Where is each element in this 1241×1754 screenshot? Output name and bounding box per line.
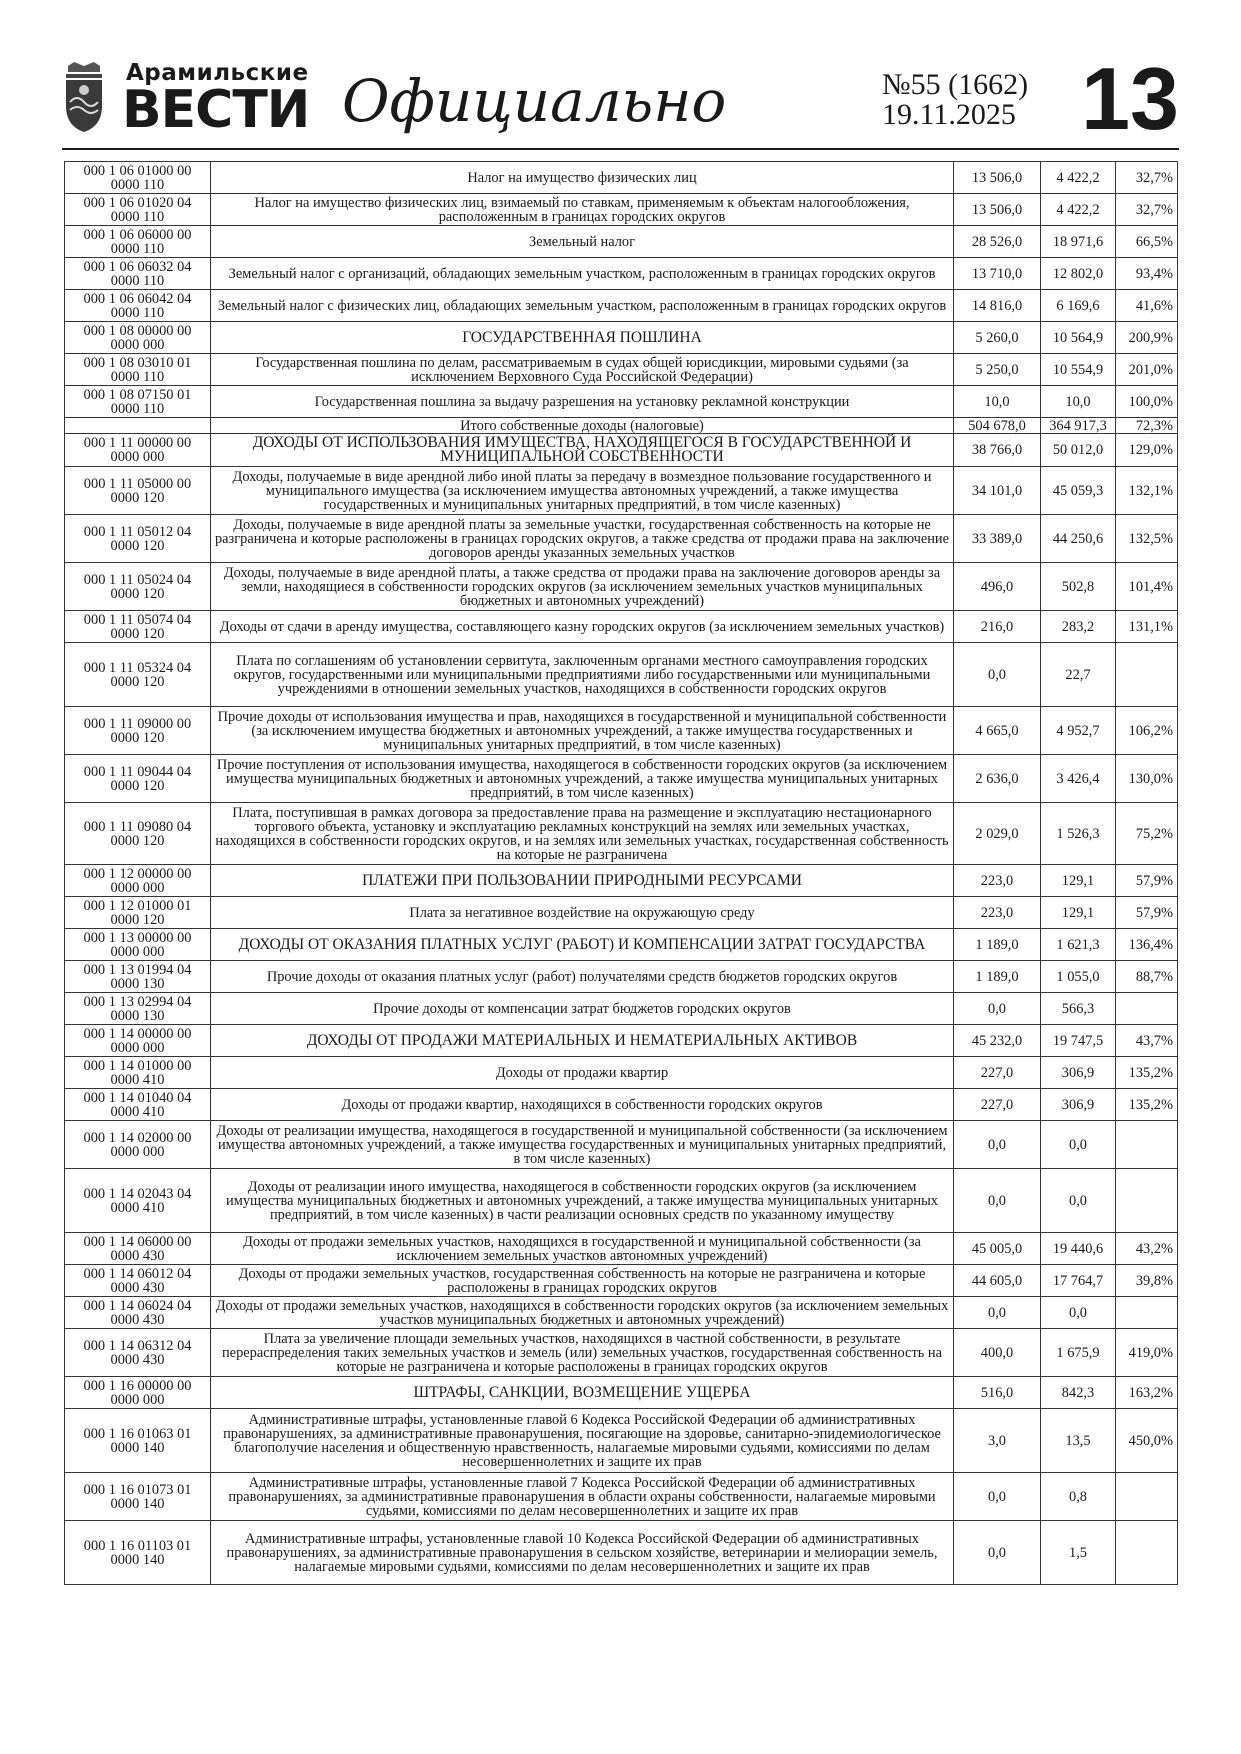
cell-plan: 2 636,0 (954, 755, 1041, 803)
cell-percent: 132,5% (1116, 515, 1178, 563)
cell-code: 000 1 06 06032 04 0000 110 (65, 258, 211, 290)
cell-plan: 3,0 (954, 1409, 1041, 1473)
section-title: Официально (342, 67, 727, 135)
cell-plan: 0,0 (954, 1521, 1041, 1585)
cell-percent: 43,7% (1116, 1025, 1178, 1057)
table-row (65, 993, 1178, 1025)
table-row (65, 611, 1178, 643)
cell-plan: 504 678,0 (954, 418, 1041, 434)
cell-plan: 496,0 (954, 563, 1041, 611)
cell-plan: 0,0 (954, 1169, 1041, 1233)
cell-fact: 10,0 (1041, 386, 1116, 418)
cell-name: Доходы, получаемые в виде арендной либо иной платы за передачу в возмездное пользование государственного и муниципального имущества (за исключением имущества автономных учреждений, а также имущества государственных и муниципальных унитарных предприятий, в том числе казенных) (211, 467, 954, 515)
cell-name: Земельный налог с физических лиц, обладающих земельным участком, расположенным в границах городских округов (211, 290, 954, 322)
cell-name: ДОХОДЫ ОТ ИСПОЛЬЗОВАНИЯ ИМУЩЕСТВА, НАХОДЯЩЕГОСЯ В ГОСУДАРСТВЕННОЙ И МУНИЦИПАЛЬНОЙ СОБСТВЕННОСТИ (211, 434, 954, 467)
cell-name: Административные штрафы, установленные главой 6 Кодекса Российской Федерации об административных правонарушениях, за административные правонарушения, посягающие на здоровье, санитарно-эпидемиологическое благополучие населения и общественную нравственность, налагаемые мировыми судьями, комиссиями по делам несовершеннолетних и защите их прав (211, 1409, 954, 1473)
cell-percent: 72,3% (1116, 418, 1178, 434)
table-row (65, 961, 1178, 993)
cell-plan: 227,0 (954, 1057, 1041, 1089)
cell-fact: 10 554,9 (1041, 354, 1116, 386)
cell-plan: 400,0 (954, 1329, 1041, 1377)
cell-name: Доходы от реализации иного имущества, находящегося в собственности городских округов (за исключением имущества муниципальных бюджетных и автономных учреждений, а также имущества муниципальных унитарных предприятий, в том числе казенных) в части реализации основных средств по указанному имуществу (211, 1169, 954, 1233)
cell-percent: 32,7% (1116, 162, 1178, 194)
cell-name: ДОХОДЫ ОТ ПРОДАЖИ МАТЕРИАЛЬНЫХ И НЕМАТЕРИАЛЬНЫХ АКТИВОВ (211, 1025, 954, 1057)
table-row (65, 643, 1178, 707)
table-row (65, 1057, 1178, 1089)
table-row (65, 226, 1178, 258)
cell-percent (1116, 643, 1178, 707)
cell-fact: 4 952,7 (1041, 707, 1116, 755)
cell-code: 000 1 06 01000 00 0000 110 (65, 162, 211, 194)
cell-plan: 5 260,0 (954, 322, 1041, 354)
cell-name: Доходы от продажи земельных участков, находящихся в государственной и муниципальной собственности (за исключением земельных участков автономных учреждений) (211, 1233, 954, 1265)
cell-fact: 4 422,2 (1041, 162, 1116, 194)
cell-code: 000 1 11 09080 04 0000 120 (65, 803, 211, 865)
cell-code: 000 1 11 09044 04 0000 120 (65, 755, 211, 803)
cell-plan: 13 506,0 (954, 162, 1041, 194)
cell-percent: 93,4% (1116, 258, 1178, 290)
cell-code: 000 1 11 05024 04 0000 120 (65, 563, 211, 611)
cell-fact: 18 971,6 (1041, 226, 1116, 258)
cell-plan: 1 189,0 (954, 961, 1041, 993)
cell-name: Государственная пошлина по делам, рассматриваемым в судах общей юрисдикции, мировыми судьями (за исключением Верховного Суда Российской Федерации) (211, 354, 954, 386)
revenue-table (64, 161, 1178, 1585)
cell-name: Доходы от реализации имущества, находящегося в государственной и муниципальной собственности (за исключением имущества автономных учреждений, а также имущества государственных и муниципальных унитарных предприятий, в том числе казенных) (211, 1121, 954, 1169)
cell-percent (1116, 1521, 1178, 1585)
table-row (65, 707, 1178, 755)
cell-code: 000 1 12 01000 01 0000 120 (65, 897, 211, 929)
cell-name: Доходы от сдачи в аренду имущества, составляющего казну городских округов (за исключением земельных участков) (211, 611, 954, 643)
cell-plan: 227,0 (954, 1089, 1041, 1121)
cell-fact: 1 055,0 (1041, 961, 1116, 993)
cell-fact: 13,5 (1041, 1409, 1116, 1473)
cell-percent: 43,2% (1116, 1233, 1178, 1265)
table-row (65, 1409, 1178, 1473)
cell-plan: 13 710,0 (954, 258, 1041, 290)
cell-fact: 0,0 (1041, 1297, 1116, 1329)
cell-code: 000 1 08 03010 01 0000 110 (65, 354, 211, 386)
table-row (65, 1025, 1178, 1057)
cell-percent: 32,7% (1116, 194, 1178, 226)
cell-percent: 136,4% (1116, 929, 1178, 961)
cell-name: Доходы от продажи квартир, находящихся в собственности городских округов (211, 1089, 954, 1121)
cell-code: 000 1 06 06000 00 0000 110 (65, 226, 211, 258)
header-divider (62, 148, 1179, 150)
table-row (65, 1329, 1178, 1377)
cell-fact: 129,1 (1041, 865, 1116, 897)
table-row (65, 1089, 1178, 1121)
cell-plan: 516,0 (954, 1377, 1041, 1409)
cell-code: 000 1 14 06024 04 0000 430 (65, 1297, 211, 1329)
cell-percent: 39,8% (1116, 1265, 1178, 1297)
cell-code: 000 1 12 00000 00 0000 000 (65, 865, 211, 897)
cell-percent: 57,9% (1116, 865, 1178, 897)
cell-percent: 100,0% (1116, 386, 1178, 418)
cell-plan: 2 029,0 (954, 803, 1041, 865)
cell-fact: 45 059,3 (1041, 467, 1116, 515)
cell-fact: 17 764,7 (1041, 1265, 1116, 1297)
cell-plan: 5 250,0 (954, 354, 1041, 386)
cell-plan: 10,0 (954, 386, 1041, 418)
cell-name: Прочие поступления от использования имущества, находящегося в собственности городских округов (за исключением имущества муниципальных бюджетных и автономных учреждений, а также имущества муниципальных унитарных предприятий, в том числе казенных) (211, 755, 954, 803)
cell-code: 000 1 11 05000 00 0000 120 (65, 467, 211, 515)
cell-name: Прочие доходы от компенсации затрат бюджетов городских округов (211, 993, 954, 1025)
cell-fact: 19 440,6 (1041, 1233, 1116, 1265)
cell-name: Государственная пошлина за выдачу разрешения на установку рекламной конструкции (211, 386, 954, 418)
cell-code: 000 1 11 05324 04 0000 120 (65, 643, 211, 707)
table-row (65, 194, 1178, 226)
cell-plan: 1 189,0 (954, 929, 1041, 961)
page-header (62, 49, 1179, 148)
cell-fact: 1,5 (1041, 1521, 1116, 1585)
cell-fact: 22,7 (1041, 643, 1116, 707)
cell-code: 000 1 16 01103 01 0000 140 (65, 1521, 211, 1585)
cell-code: 000 1 14 00000 00 0000 000 (65, 1025, 211, 1057)
cell-name: Земельный налог (211, 226, 954, 258)
table-row (65, 1169, 1178, 1233)
cell-fact: 306,9 (1041, 1057, 1116, 1089)
issue-date: 19.11.2025 (882, 98, 1016, 131)
cell-plan: 0,0 (954, 1473, 1041, 1521)
cell-name: Налог на имущество физических лиц, взимаемый по ставкам, применяемым к объектам налогообложения, расположенным в границах городских округов (211, 194, 954, 226)
cell-code (65, 418, 211, 434)
table-row (65, 803, 1178, 865)
cell-name: Плата за негативное воздействие на окружающую среду (211, 897, 954, 929)
cell-code: 000 1 06 06042 04 0000 110 (65, 290, 211, 322)
cell-percent: 200,9% (1116, 322, 1178, 354)
cell-percent: 129,0% (1116, 434, 1178, 467)
cell-name: Доходы, получаемые в виде арендной платы, а также средства от продажи права на заключение договоров аренды за земли, находящиеся в собственности городских округов (за исключением земельных участков муниципальных бюджетных и автономных учреждений) (211, 563, 954, 611)
cell-code: 000 1 16 01073 01 0000 140 (65, 1473, 211, 1521)
city-emblem-icon (62, 60, 106, 134)
cell-fact: 129,1 (1041, 897, 1116, 929)
cell-name: ПЛАТЕЖИ ПРИ ПОЛЬЗОВАНИИ ПРИРОДНЫМИ РЕСУРСАМИ (211, 865, 954, 897)
cell-name: ШТРАФЫ, САНКЦИИ, ВОЗМЕЩЕНИЕ УЩЕРБА (211, 1377, 954, 1409)
cell-code: 000 1 13 01994 04 0000 130 (65, 961, 211, 993)
cell-fact: 283,2 (1041, 611, 1116, 643)
cell-name: Плата за увеличение площади земельных участков, находящихся в частной собственности, в результате перераспределения таких земельных участков и земель (или) земельных участков, государственная собственность на которые не разграничена и которые расположены в границах городских округов (211, 1329, 954, 1377)
cell-code: 000 1 11 05074 04 0000 120 (65, 611, 211, 643)
cell-code: 000 1 08 07150 01 0000 110 (65, 386, 211, 418)
cell-plan: 45 232,0 (954, 1025, 1041, 1057)
cell-code: 000 1 14 06312 04 0000 430 (65, 1329, 211, 1377)
cell-percent: 130,0% (1116, 755, 1178, 803)
cell-fact: 566,3 (1041, 993, 1116, 1025)
cell-code: 000 1 11 00000 00 0000 000 (65, 434, 211, 467)
table-row (65, 1233, 1178, 1265)
cell-plan: 44 605,0 (954, 1265, 1041, 1297)
cell-percent: 419,0% (1116, 1329, 1178, 1377)
cell-plan: 0,0 (954, 1121, 1041, 1169)
cell-code: 000 1 13 00000 00 0000 000 (65, 929, 211, 961)
page-number: 13 (1081, 49, 1179, 148)
cell-code: 000 1 06 01020 04 0000 110 (65, 194, 211, 226)
cell-name: Налог на имущество физических лиц (211, 162, 954, 194)
cell-code: 000 1 14 01000 00 0000 410 (65, 1057, 211, 1089)
cell-percent: 41,6% (1116, 290, 1178, 322)
cell-plan: 34 101,0 (954, 467, 1041, 515)
cell-percent: 106,2% (1116, 707, 1178, 755)
cell-code: 000 1 14 02000 00 0000 000 (65, 1121, 211, 1169)
table-row (65, 258, 1178, 290)
cell-plan: 13 506,0 (954, 194, 1041, 226)
table-row (65, 386, 1178, 418)
cell-code: 000 1 14 01040 04 0000 410 (65, 1089, 211, 1121)
cell-plan: 14 816,0 (954, 290, 1041, 322)
logo-text-top: Арамильские (126, 60, 309, 86)
table-row (65, 563, 1178, 611)
cell-code: 000 1 14 02043 04 0000 410 (65, 1169, 211, 1233)
cell-name: Доходы от продажи земельных участков, находящихся в собственности городских округов (за исключением земельных участков муниципальных бюджетных и автономных учреждений) (211, 1297, 954, 1329)
cell-fact: 1 621,3 (1041, 929, 1116, 961)
cell-code: 000 1 13 02994 04 0000 130 (65, 993, 211, 1025)
cell-plan: 216,0 (954, 611, 1041, 643)
table-row (65, 1377, 1178, 1409)
issue-info (882, 70, 1028, 130)
cell-fact: 19 747,5 (1041, 1025, 1116, 1057)
table-row (65, 1265, 1178, 1297)
cell-percent (1116, 1121, 1178, 1169)
cell-code: 000 1 11 09000 00 0000 120 (65, 707, 211, 755)
cell-fact: 44 250,6 (1041, 515, 1116, 563)
cell-percent: 75,2% (1116, 803, 1178, 865)
table-row (65, 290, 1178, 322)
table-row (65, 929, 1178, 961)
cell-name: Доходы от продажи земельных участков, государственная собственность на которые не разграничена и которые расположены в границах городских округов (211, 1265, 954, 1297)
table-row (65, 162, 1178, 194)
table-row (65, 467, 1178, 515)
cell-percent (1116, 1169, 1178, 1233)
table-row (65, 322, 1178, 354)
cell-fact: 1 526,3 (1041, 803, 1116, 865)
cell-fact: 502,8 (1041, 563, 1116, 611)
cell-percent (1116, 993, 1178, 1025)
cell-name: Доходы от продажи квартир (211, 1057, 954, 1089)
cell-code: 000 1 14 06012 04 0000 430 (65, 1265, 211, 1297)
table-row (65, 515, 1178, 563)
cell-name: Административные штрафы, установленные главой 10 Кодекса Российской Федерации об административных правонарушениях, за административные правонарушения в сельском хозяйстве, ветеринарии и мелиорации земель, налагаемые мировыми судьями, комиссиями по делам несовершеннолетних и защите их прав (211, 1521, 954, 1585)
cell-code: 000 1 16 01063 01 0000 140 (65, 1409, 211, 1473)
cell-fact: 3 426,4 (1041, 755, 1116, 803)
cell-name: Прочие доходы от оказания платных услуг (работ) получателями средств бюджетов городских округов (211, 961, 954, 993)
cell-percent: 66,5% (1116, 226, 1178, 258)
logo-text-main: ВЕСТИ (122, 80, 310, 140)
table-row (65, 1521, 1178, 1585)
cell-percent: 131,1% (1116, 611, 1178, 643)
cell-percent: 57,9% (1116, 897, 1178, 929)
cell-name: Административные штрафы, установленные главой 7 Кодекса Российской Федерации об административных правонарушениях, за административные правонарушения в области охраны собственности, налагаемые мировыми судьями, комиссиями по делам несовершеннолетних и защите их прав (211, 1473, 954, 1521)
cell-plan: 38 766,0 (954, 434, 1041, 467)
cell-code: 000 1 08 00000 00 0000 000 (65, 322, 211, 354)
table-row (65, 354, 1178, 386)
cell-plan: 0,0 (954, 643, 1041, 707)
cell-percent: 450,0% (1116, 1409, 1178, 1473)
cell-percent: 135,2% (1116, 1057, 1178, 1089)
cell-name: ГОСУДАРСТВЕННАЯ ПОШЛИНА (211, 322, 954, 354)
cell-percent: 201,0% (1116, 354, 1178, 386)
cell-code: 000 1 14 06000 00 0000 430 (65, 1233, 211, 1265)
cell-fact: 364 917,3 (1041, 418, 1116, 434)
cell-percent (1116, 1297, 1178, 1329)
table-row (65, 897, 1178, 929)
cell-name: Прочие доходы от использования имущества и прав, находящихся в государственной и муниципальной собственности (за исключением имущества бюджетных и автономных учреждений, а также имущества государственных и муниципальных унитарных предприятий, в том числе казенных) (211, 707, 954, 755)
cell-plan: 4 665,0 (954, 707, 1041, 755)
table-row (65, 418, 1178, 434)
table-row (65, 1473, 1178, 1521)
cell-plan: 0,0 (954, 1297, 1041, 1329)
cell-name: Плата по соглашениям об установлении сервитута, заключенным органами местного самоуправления городских округов, государственными или муниципальными предприятиями либо государственными или муниципальными учреждениями в отношении земельных участков, находящихся в собственности городских округов (211, 643, 954, 707)
cell-code: 000 1 11 05012 04 0000 120 (65, 515, 211, 563)
cell-plan: 45 005,0 (954, 1233, 1041, 1265)
cell-percent: 163,2% (1116, 1377, 1178, 1409)
cell-percent: 132,1% (1116, 467, 1178, 515)
cell-name: Итого собственные доходы (налоговые) (211, 418, 954, 434)
cell-fact: 0,8 (1041, 1473, 1116, 1521)
table-row (65, 755, 1178, 803)
cell-plan: 28 526,0 (954, 226, 1041, 258)
cell-fact: 306,9 (1041, 1089, 1116, 1121)
cell-fact: 6 169,6 (1041, 290, 1116, 322)
cell-percent: 101,4% (1116, 563, 1178, 611)
table-row (65, 434, 1178, 467)
cell-fact: 842,3 (1041, 1377, 1116, 1409)
cell-name: Доходы, получаемые в виде арендной платы за земельные участки, государственная собственность на которые не разграничена и которые расположены в границах городских округов, а также средства от продажи права на заключение договоров аренды указанных земельных участков (211, 515, 954, 563)
cell-plan: 33 389,0 (954, 515, 1041, 563)
cell-plan: 223,0 (954, 865, 1041, 897)
cell-percent (1116, 1473, 1178, 1521)
table-row (65, 865, 1178, 897)
table-row (65, 1297, 1178, 1329)
cell-fact: 0,0 (1041, 1121, 1116, 1169)
cell-percent: 88,7% (1116, 961, 1178, 993)
cell-fact: 4 422,2 (1041, 194, 1116, 226)
issue-number: №55 (1662) (882, 68, 1029, 101)
cell-fact: 1 675,9 (1041, 1329, 1116, 1377)
cell-fact: 50 012,0 (1041, 434, 1116, 467)
cell-plan: 223,0 (954, 897, 1041, 929)
cell-percent: 135,2% (1116, 1089, 1178, 1121)
cell-fact: 12 802,0 (1041, 258, 1116, 290)
table-row (65, 1121, 1178, 1169)
cell-name: Плата, поступившая в рамках договора за предоставление права на размещение и эксплуатацию нестационарного торгового объекта, установку и эксплуатацию рекламных конструкций на землях или земельных участках, находящихся в собственности городских округов, и на землях или земельных участках, государственная собственность на которые не разграничена (211, 803, 954, 865)
cell-name: ДОХОДЫ ОТ ОКАЗАНИЯ ПЛАТНЫХ УСЛУГ (РАБОТ) И КОМПЕНСАЦИИ ЗАТРАТ ГОСУДАРСТВА (211, 929, 954, 961)
cell-plan: 0,0 (954, 993, 1041, 1025)
cell-fact: 0,0 (1041, 1169, 1116, 1233)
cell-fact: 10 564,9 (1041, 322, 1116, 354)
cell-name: Земельный налог с организаций, обладающих земельным участком, расположенным в границах городских округов (211, 258, 954, 290)
cell-code: 000 1 16 00000 00 0000 000 (65, 1377, 211, 1409)
